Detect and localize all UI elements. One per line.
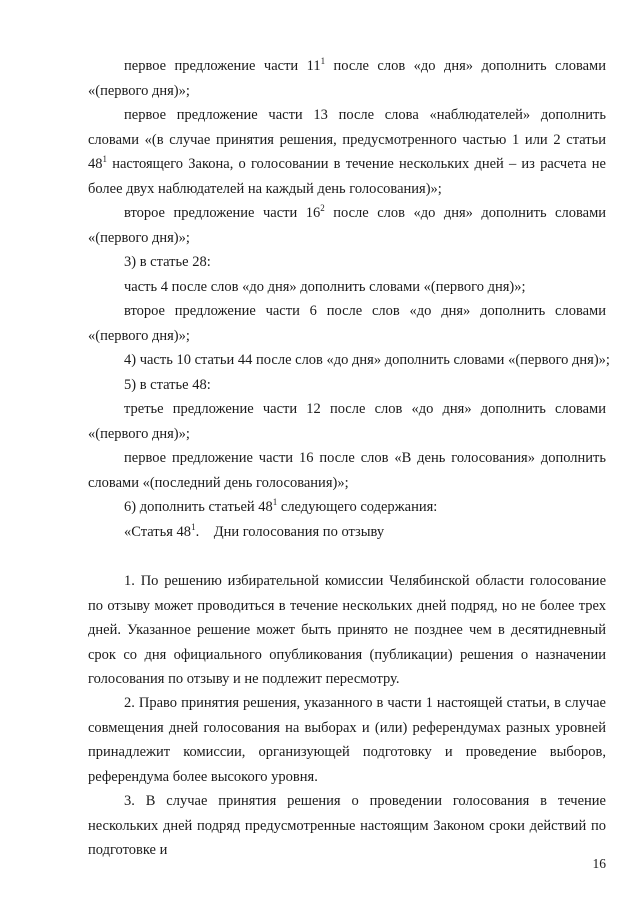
amendment-part-6: второе предложение части 6 после слов «до дня» дополнить словами «(первого дня)»;	[88, 303, 606, 344]
amendment-part-12: третье предложение части 12 после слов «до дня» дополнить словами «(первого дня)»;	[88, 401, 606, 442]
amendment-part-13: первое предложение части 13 после слова «наблюдателей» дополнить словами «(в случае принятия решения, предусмотренного частью 1 или 2 статьи $48^1$ настоящего Закона, о голосовании в течение нескольких дней – из расчета не более двух наблюдателей на каждый день голосования)»;	[88, 107, 606, 197]
item-3-article-28: 3) в статье 28:	[124, 254, 211, 270]
article-paragraph-3: 3. В случае принятия решения о проведении голосования в течение нескольких дней подряд предусмотренные настоящим Законом сроки действий по подготовке и	[88, 793, 606, 858]
article-paragraph-2: 2. Право принятия решения, указанного в части 1 настоящей статьи, в случае совмещения дней голосования на выборах и (или) референдумах разных уровней принадлежит комиссии, организующей подготовку и проведение выборов, референдума более высокого уровня.	[88, 695, 606, 785]
article-paragraph-1: 1. По решению избирательной комиссии Челябинской области голосование по отзыву может проводиться в течение нескольких дней подряд, но не более трех дней. Указанное решение может быть принято не позднее чем в десятидневный срок со дня официального опубликования (публикации) решения о назначении голосования по отзыву и не подлежит пересмотру.	[88, 573, 606, 687]
article-heading: «Статья $48^1$. Дни голосования по отзыву	[124, 522, 385, 540]
item-5-article-48: 5) в статье 48:	[124, 377, 211, 393]
item-4-article-44: 4) часть 10 статьи 44 после слов «до дня» дополнить словами «(первого дня)»;	[124, 352, 610, 368]
amendment-part-4: часть 4 после слов «до дня» дополнить словами «(первого дня)»;	[124, 279, 526, 295]
amendment-part-16: второе предложение части $16^2$ после слов «до дня» дополнить словами «(первого дня)»;	[88, 203, 607, 246]
page-number: 16	[592, 856, 606, 871]
amendment-part-16-vote-day: первое предложение части 16 после слов «В день голосования» дополнить словами «(последний день голосования)»;	[88, 450, 606, 491]
item-6-new-article: 6) дополнить статьей $48^1$ следующего содержания:	[124, 497, 438, 515]
amendment-part-11: первое предложение части $11^1$ после слов «до дня» дополнить словами «(первого дня)»;	[88, 56, 606, 99]
